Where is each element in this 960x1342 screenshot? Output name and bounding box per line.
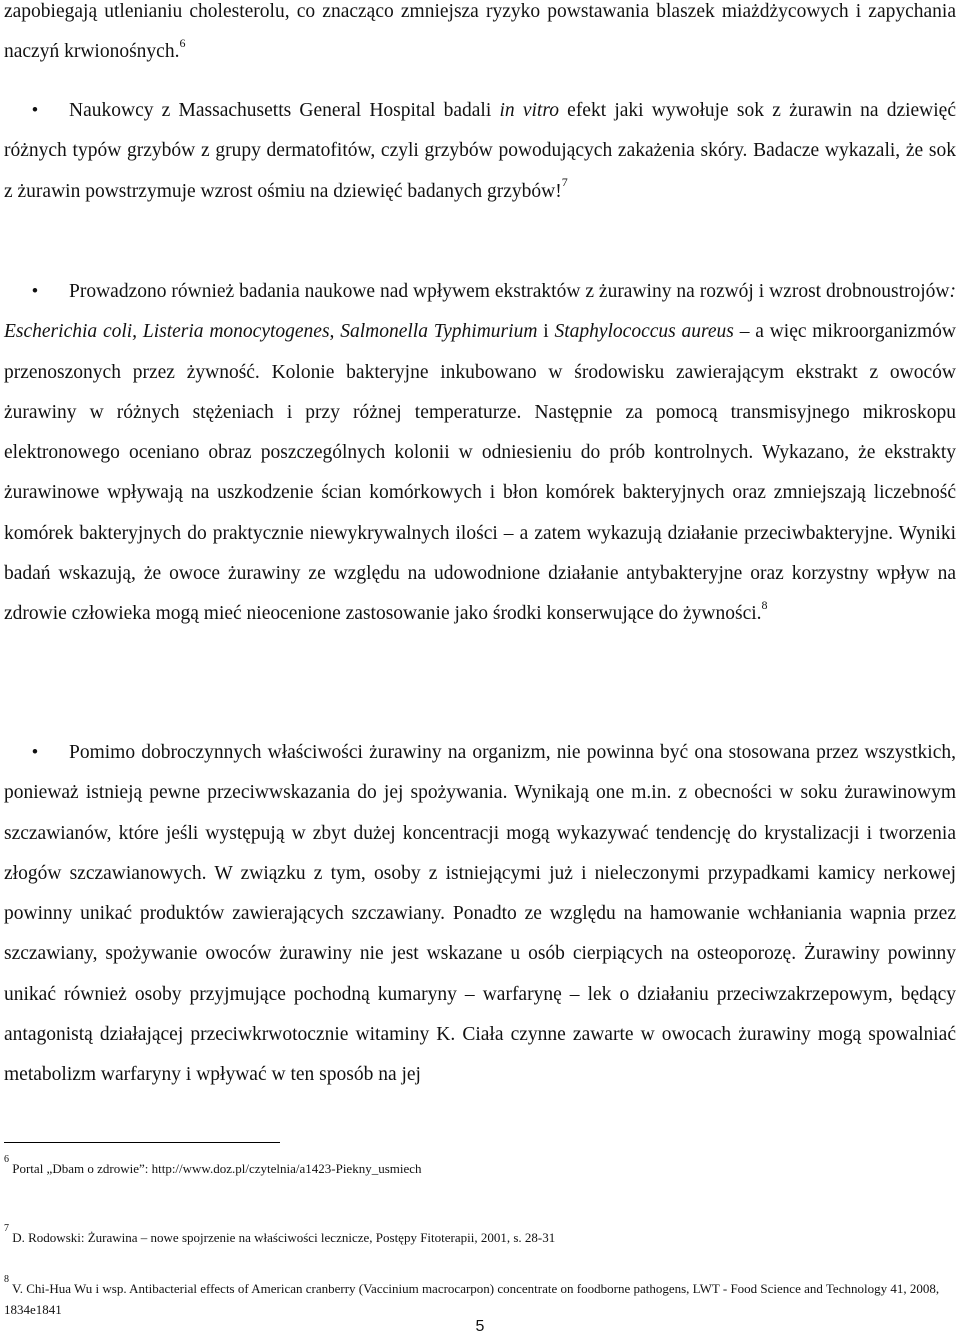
footnote-7 [4, 1222, 956, 1248]
bullet-text: i [537, 321, 555, 343]
bullet-paragraph-bacteria [4, 272, 956, 635]
italic-species: Staphylococcus aureus [554, 321, 734, 343]
bullet-text: Pomimo dobroczynnych właściwości żurawiny na organizm, nie powinna być ona stosowana przez wszystkich, ponieważ istnieją pewne przeciwwskazania do jej spożywania. Wynikają one m.in. z obecności w soku żurawinowym szczawianów, które jeśli występują w zbyt dużej koncentracji mogą wykazywać tendencję do krystalizacji i tworzenia złogów szczawianowych. W związku z tym, osoby z istniejącymi już i nieleczonymi przypadkami kamicy nerkowej powinny unikać produktów zawierających szczawiany. Ponadto ze względu na hamowanie wchłaniania wapnia przez szczawiany, spożywanie owoców żurawiny nie jest wskazane u osób cierpiących na osteoporozę. Żurawiny powinny unikać również osoby przyjmujące pochodną kumaryny – warfarynę – lek o działaniu przeciwzakrzepowym, będący antagonistą działającej przeciwkrwotocznie witaminy K. Ciała czynne zawarte w owocach żurawiny mogą spowalniać metabolizm warfaryny i wpływać w ten sposób na jej [4, 742, 956, 1086]
bullet-text: efekt jaki wywołuje sok z żurawin na dziewięć różnych typów grzybów z grupy dermatofitów, czyli grzybów powodujących zakażenia skóry. Badacze wykazali, że sok z żurawin powstrzymuje wzrost ośmiu na dziewięć badanych grzybów! [4, 100, 956, 202]
bullet-paragraph-contraindications [4, 733, 956, 1096]
footnote-number: 8 [4, 1273, 9, 1285]
footnote-number: 6 [4, 1153, 9, 1165]
bullet-text: Naukowcy z Massachusetts General Hospital badali [69, 100, 500, 121]
footnote-6 [4, 1153, 956, 1179]
bullet-text: Prowadzono również badania naukowe nad wpływem ekstraktów z żurawiny na rozwój i wzrost drobnoustrojów [69, 281, 950, 302]
paragraph-text: zapobiegają utlenianiu cholesterolu, co znacząco zmniejsza ryzyko powstawania blaszek miażdżycowych i zapychania naczyń krwionośnych. [4, 1, 956, 63]
paragraph-continuation [4, 0, 956, 73]
footnote-ref: 8 [761, 597, 768, 612]
footnote-number: 7 [4, 1222, 9, 1234]
footnote-text: D. Rodowski: Żurawina – nowe spojrzenie na właściwości lecznicze, Postępy Fitoterapii, 2001, s. 28-31 [12, 1230, 556, 1245]
page-number: 5 [475, 1318, 485, 1335]
footnote-8 [4, 1273, 956, 1320]
footnote-text: Portal „Dbam o zdrowie”: http://www.doz.pl/czytelnia/a1423-Piekny_usmiech [12, 1161, 422, 1176]
footnote-ref: 6 [179, 35, 186, 50]
footnote-text: V. Chi-Hua Wu i wsp. Antibacterial effects of American cranberry (Vaccinium macrocarpon) concentrate on foodborne pathogens, LWT - Food Science and Technology 41, 2008, 1834e1841 [4, 1281, 940, 1317]
bullet-icon: • [31, 281, 39, 302]
footnote-ref: 7 [561, 175, 568, 190]
bullet-icon: • [31, 742, 39, 763]
bullet-text: – a więc mikroorganizmów przenoszonych przez żywność. Kolonie bakteryjne inkubowano w środowisku zawierającym ekstrakt z owoców żurawiny w różnych stężeniach i przy różnej temperaturze. Następnie za pomocą transmisyjnego mikroskopu elektronowego oceniano obraz poszczególnych kolonii w odniesieniu do prób kontrolnych. Wykazano, że ekstrakty żurawinowe wpływają na uszkodzenie ścian komórkowych i błon komórek bakteryjnych oraz zmniejszają liczebność komórek bakteryjnych do praktycznie niewykrywalnych ilości – a zatem wykazują działanie przeciwbakteryjne. Wyniki badań wskazują, że owoce żurawiny ze względu na udowodnione działanie antybakteryjne oraz korzystny wpływ na zdrowie człowieka mogą mieć nieocenione zastosowanie jako środki konserwujące do żywności. [4, 321, 957, 625]
italic-species: : Escherichia coli, Listeria monocytogenes, Salmonella Typhimurium [4, 281, 956, 343]
bullet-icon: • [31, 100, 39, 121]
bullet-paragraph-fungi [4, 91, 956, 212]
italic-term: in vitro [499, 100, 559, 121]
footnote-separator [4, 1142, 280, 1143]
